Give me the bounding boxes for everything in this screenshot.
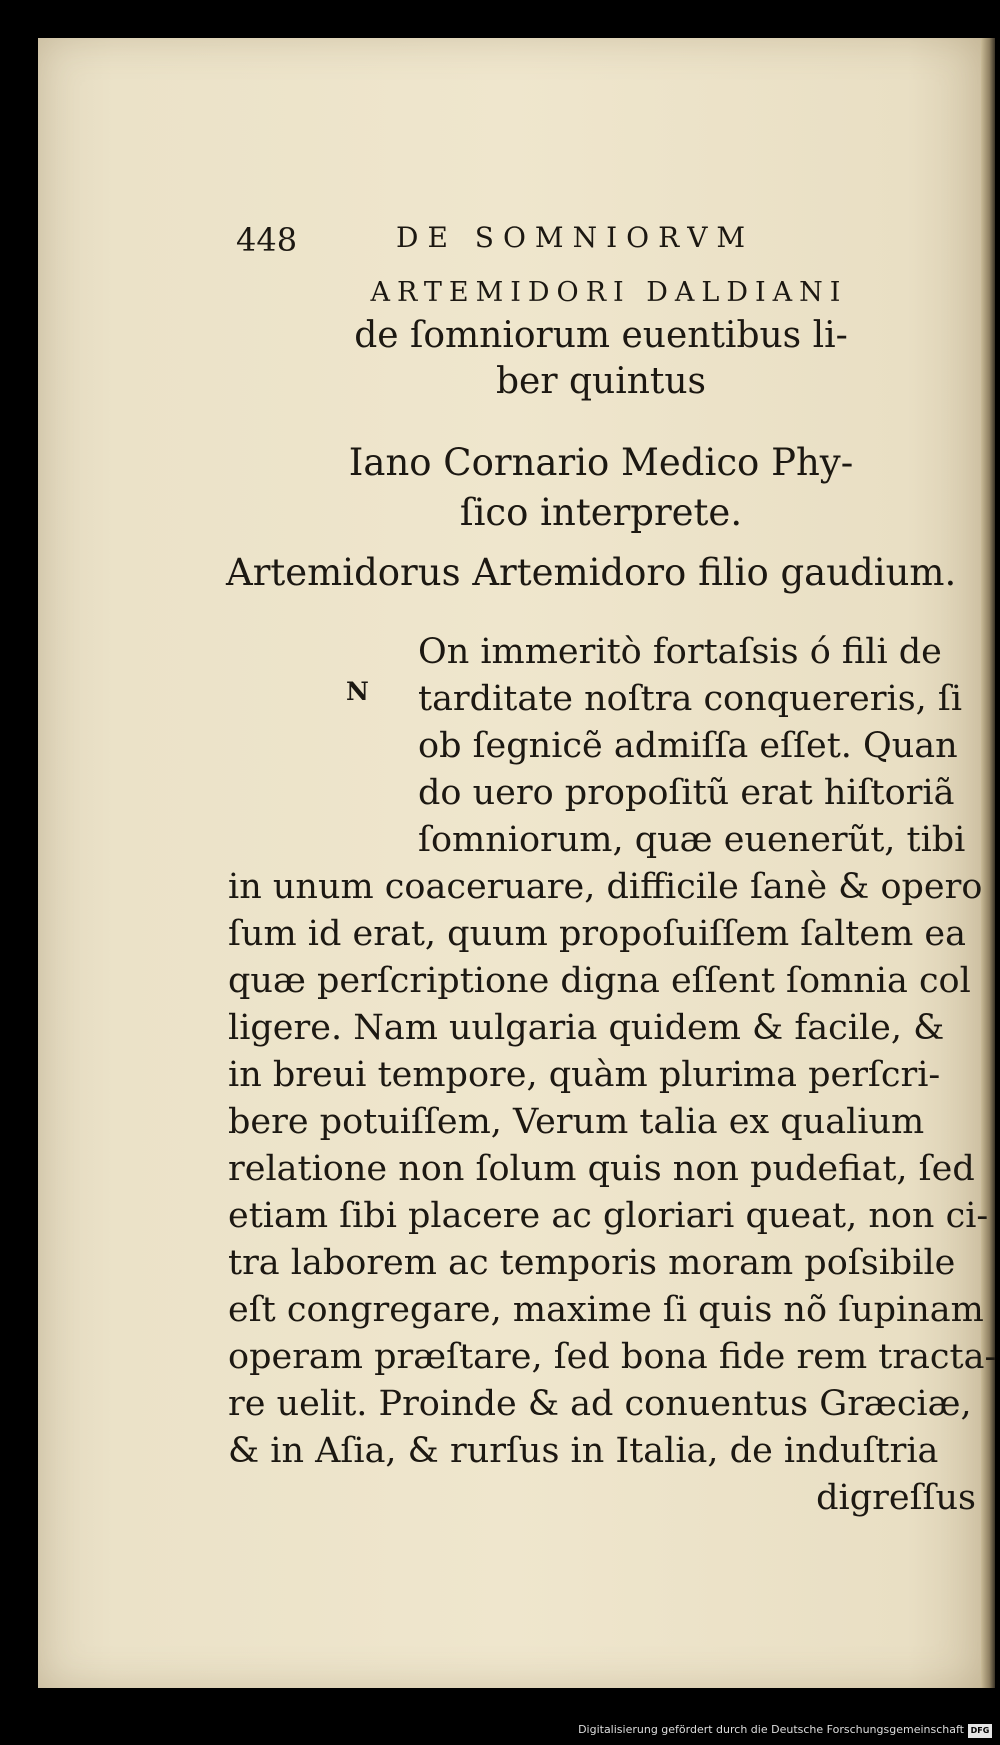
greeting-heading: Artemidorus Artemidoro filio gaudium.	[226, 551, 957, 594]
book-page	[38, 38, 997, 1688]
author-line: ARTEMIDORI DALDIANI	[370, 277, 848, 308]
body-text	[228, 629, 997, 1522]
body-line: relatione non ſolum quis non pudefiat, ſed	[228, 1149, 975, 1189]
page-number: 448	[236, 221, 298, 259]
drop-initial: N	[346, 677, 369, 706]
body-line: ob ſegnicẽ admiſſa eſſet. Quan	[418, 726, 958, 766]
body-line: re uelit. Proinde & ad conuentus Græciæ,	[228, 1384, 972, 1424]
body-line: eſt congregare, maxime ſi quis nõ ſupinam	[228, 1290, 984, 1330]
dfg-logo: DFG	[968, 1724, 992, 1738]
running-title: DE SOMNIORVM	[396, 221, 755, 254]
body-line: ligere. Nam uulgaria quidem & facile, &	[228, 1008, 945, 1048]
body-line: tra laborem ac temporis moram poſsibile	[228, 1243, 956, 1283]
digitization-footer	[0, 1713, 1000, 1745]
body-line: do uero propoſitũ erat hiſtoriã	[418, 773, 955, 813]
running-head	[206, 173, 996, 259]
funding-credit: Digitalisierung gefördert durch die Deutsche Forschungsgemeinschaft	[578, 1723, 964, 1736]
translator-credit	[206, 438, 996, 538]
catchword: digreſſus	[816, 1478, 976, 1518]
body-line: in unum coaceruare, difficile ſanè & opero	[228, 867, 983, 907]
body-line: On immeritò fortaſsis ó fili de	[418, 632, 942, 672]
title-line-2: ber quintus	[495, 361, 707, 402]
translator-line-1: Iano Cornario Medico Phy-	[348, 441, 854, 484]
body-line: ſum id erat, quum propoſuiſſem ſaltem ea	[228, 914, 966, 954]
body-line: etiam ſibi placere ac gloriari queat, non ci-	[228, 1196, 989, 1236]
body-line: bere potuiſſem, Verum talia ex qualium	[228, 1102, 925, 1142]
title-line-1: de ſomniorum euentibus li-	[354, 315, 848, 356]
book-title	[206, 273, 996, 405]
text-block	[206, 173, 997, 1518]
body-line: tarditate noſtra conquereris, ſi	[418, 679, 963, 719]
body-line: ſomniorum, quæ euenerũt, tibi	[418, 820, 966, 860]
body-line: & in Aſia, & rurſus in Italia, de induſtria	[228, 1431, 939, 1471]
body-line: quæ perſcriptione digna eſſent ſomnia col	[228, 961, 971, 1001]
translator-line-2: ſico interprete.	[459, 491, 743, 534]
body-line: operam præſtare, ſed bona fide rem tracta-	[228, 1337, 997, 1377]
body-line: in breui tempore, quàm plurima perſcri-	[228, 1055, 941, 1095]
